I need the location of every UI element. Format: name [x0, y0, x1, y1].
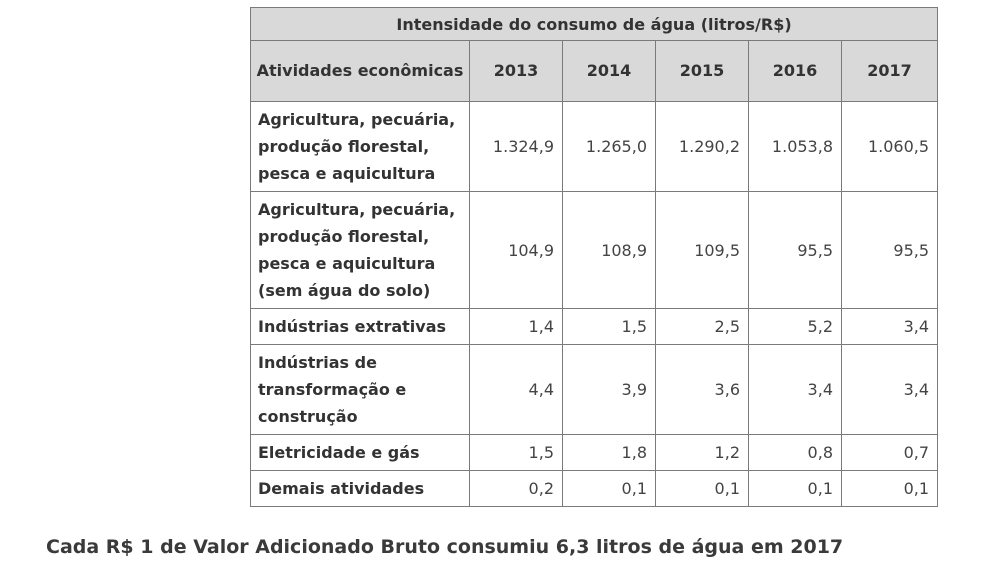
year-column-header: 2017	[842, 41, 938, 102]
value-cell: 3,4	[842, 309, 938, 345]
value-cell: 3,6	[656, 345, 749, 435]
value-cell: 95,5	[749, 192, 842, 309]
table-row	[251, 345, 938, 435]
year-column-header: 2016	[749, 41, 842, 102]
activity-name: Agricultura, pecuária, produção florestal, pesca e aquicultura (sem água do solo)	[251, 192, 470, 309]
value-cell: 1,8	[563, 435, 656, 471]
value-cell: 1,2	[656, 435, 749, 471]
value-cell: 3,4	[842, 345, 938, 435]
value-cell: 1,5	[470, 435, 563, 471]
value-cell: 0,8	[749, 435, 842, 471]
activity-name: Eletricidade e gás	[251, 435, 470, 471]
activity-name: Indústrias extrativas	[251, 309, 470, 345]
value-cell: 109,5	[656, 192, 749, 309]
year-column-header: 2013	[470, 41, 563, 102]
value-cell: 3,4	[749, 345, 842, 435]
value-cell: 0,1	[749, 471, 842, 507]
value-cell: 0,1	[563, 471, 656, 507]
value-cell: 95,5	[842, 192, 938, 309]
table-caption: Intensidade do consumo de água (litros/R$)	[251, 8, 938, 41]
value-cell: 0,7	[842, 435, 938, 471]
value-cell: 1,4	[470, 309, 563, 345]
table-row	[251, 192, 938, 309]
value-cell: 108,9	[563, 192, 656, 309]
value-cell: 1.290,2	[656, 102, 749, 192]
table-row	[251, 471, 938, 507]
value-cell: 5,2	[749, 309, 842, 345]
table-row	[251, 309, 938, 345]
value-cell: 0,1	[842, 471, 938, 507]
activity-name: Demais atividades	[251, 471, 470, 507]
water-intensity-table	[250, 7, 938, 507]
value-cell: 4,4	[470, 345, 563, 435]
value-cell: 1.324,9	[470, 102, 563, 192]
table-row	[251, 102, 938, 192]
value-cell: 1.060,5	[842, 102, 938, 192]
value-cell: 1.265,0	[563, 102, 656, 192]
value-cell: 2,5	[656, 309, 749, 345]
table-caption-row	[251, 8, 938, 41]
year-column-header: 2014	[563, 41, 656, 102]
headline: Cada R$ 1 de Valor Adicionado Bruto consumiu 6,3 litros de água em 2017	[46, 536, 844, 558]
table-row	[251, 435, 938, 471]
year-column-header: 2015	[656, 41, 749, 102]
activity-column-header: Atividades econômicas	[251, 41, 470, 102]
value-cell: 1.053,8	[749, 102, 842, 192]
activity-name: Agricultura, pecuária, produção florestal, pesca e aquicultura	[251, 102, 470, 192]
value-cell: 0,2	[470, 471, 563, 507]
value-cell: 3,9	[563, 345, 656, 435]
value-cell: 1,5	[563, 309, 656, 345]
activity-name: Indústrias de transformação e construção	[251, 345, 470, 435]
table-header-row	[251, 41, 938, 102]
value-cell: 0,1	[656, 471, 749, 507]
value-cell: 104,9	[470, 192, 563, 309]
